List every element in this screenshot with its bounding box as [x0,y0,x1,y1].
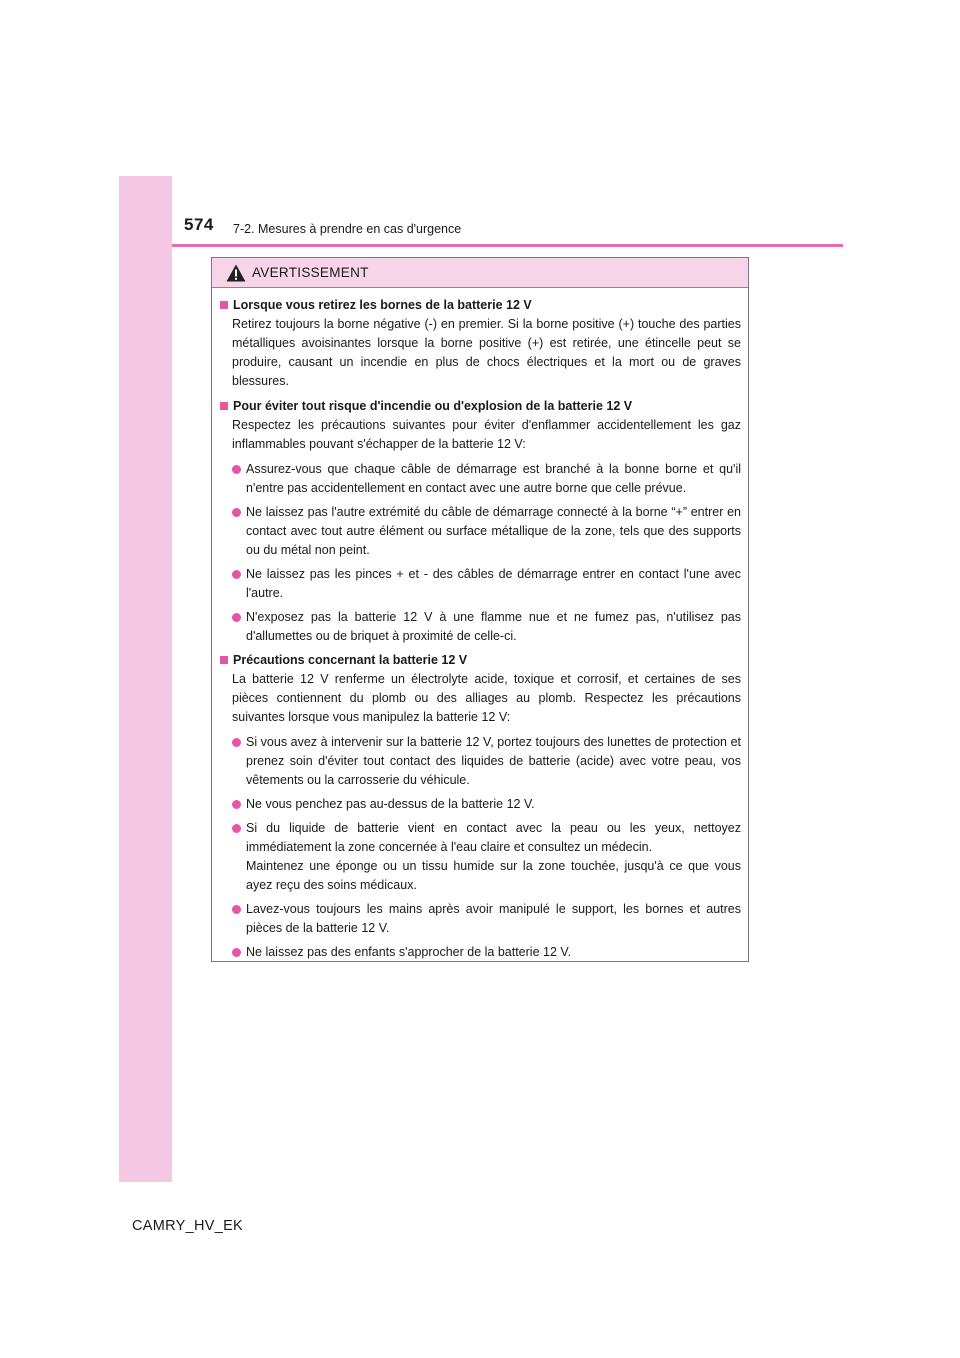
warning-header [212,258,748,288]
round-bullet-icon [232,738,241,747]
section-heading: Précautions concernant la batterie 12 V [220,651,741,670]
list-item: Si vous avez à intervenir sur la batterie 12 V, portez toujours des lunettes de protection et prenez soin d'éviter tout contact des liquides de batterie (acide) avec votre peau, vos vêtements ou la carrosserie du véhicule. [232,733,741,790]
square-bullet-icon [220,402,228,410]
round-bullet-icon [232,948,241,957]
side-band [119,176,172,1182]
section-paragraph: Respectez les précautions suivantes pour éviter d'enflammer accidentellement les gaz inflammables pouvant s'échapper de la batterie 12 V: [232,418,741,451]
warning-section-battery-precautions [220,651,741,962]
square-bullet-icon [220,656,228,664]
bullet-text-main: Si du liquide de batterie vient en contact avec la peau ou les yeux, nettoyez immédiatement la zone concernée à l'eau claire et consultez un médecin. [246,821,741,854]
list-item: Ne vous penchez pas au-dessus de la batterie 12 V. [232,795,741,814]
list-item [232,819,741,895]
round-bullet-icon [232,824,241,833]
section-heading: Lorsque vous retirez les bornes de la batterie 12 V [220,296,741,315]
footer-model-code: CAMRY_HV_EK [132,1218,244,1234]
round-bullet-icon [232,570,241,579]
round-bullet-icon [232,905,241,914]
list-item: N'exposez pas la batterie 12 V à une flamme nue et ne fumez pas, n'utilisez pas d'allumettes ou de briquet à proximité de celle-ci. [232,608,741,646]
section-paragraph: La batterie 12 V renferme un électrolyte acide, toxique et corrosif, et certaines de ses pièces contiennent du plomb ou des alliages au plomb. Respectez les précautions suivantes lorsque vous manipulez la batterie 12 V: [232,672,741,724]
header-rule [172,244,843,247]
warning-title: AVERTISSEMENT [252,265,369,280]
warning-box [211,257,749,962]
list-item: Ne laissez pas des enfants s'approcher de la batterie 12 V. [232,943,741,962]
section-paragraph: Retirez toujours la borne négative (-) en premier. Si la borne positive (+) touche des parties métalliques avoisinantes lorsque la borne positive (+) est retirée, une étincelle peut se produire, causant un incendie en plus de chocs électriques et la mort ou de graves blessures. [232,317,741,388]
page-number: 574 [184,215,214,234]
list-item: Ne laissez pas les pinces + et - des câbles de démarrage entrer en contact l'une avec l'autre. [232,565,741,603]
round-bullet-icon [232,508,241,517]
round-bullet-icon [232,465,241,474]
round-bullet-icon [232,800,241,809]
round-bullet-icon [232,613,241,622]
square-bullet-icon [220,301,228,309]
list-item: Lavez-vous toujours les mains après avoir manipulé le support, les bornes et autres pièces de la batterie 12 V. [232,900,741,938]
section-title: 7-2. Mesures à prendre en cas d'urgence [233,222,462,236]
warning-triangle-icon [226,264,246,282]
warning-section-battery-terminals [220,296,741,391]
bullet-text-extra: Maintenez une éponge ou un tissu humide sur la zone touchée, jusqu'à ce que vous ayez reçu des soins médicaux. [246,859,741,892]
section-heading: Pour éviter tout risque d'incendie ou d'explosion de la batterie 12 V [220,397,741,416]
list-item: Assurez-vous que chaque câble de démarrage est branché à la bonne borne et qu'il n'entre pas accidentellement en contact avec une autre borne que celle prévue. [232,460,741,498]
warning-section-fire-explosion [220,397,741,646]
list-item: Ne laissez pas l'autre extrémité du câble de démarrage connecté à la borne “+” entrer en contact avec tout autre élément ou surface métallique de la zone, tels que des supports ou du métal non peint. [232,503,741,560]
warning-body [212,288,748,962]
